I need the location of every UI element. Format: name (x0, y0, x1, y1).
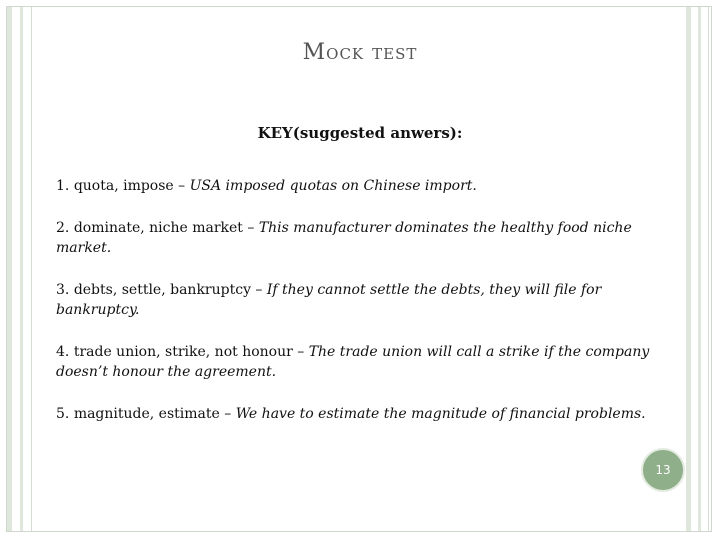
answer-sentence: If they cannot settle the debts, they will file for bankruptcy. (56, 282, 602, 318)
right-decorative-bar (686, 7, 691, 531)
answer-words: trade union, strike, not honour – (73, 344, 309, 360)
answer-sentence: USA imposed quotas on Chinese import. (189, 178, 477, 194)
answer-number: 4. (56, 344, 70, 360)
answer-item (56, 218, 676, 258)
answer-number: 3. (56, 282, 70, 298)
answer-item (56, 404, 676, 424)
answer-sentence: We have to estimate the magnitude of financial problems. (235, 406, 646, 422)
left-decorative-bar (7, 7, 12, 531)
answer-words: dominate, niche market – (73, 220, 259, 236)
answer-words: magnitude, estimate – (73, 406, 236, 422)
left-decorative-bar (20, 7, 23, 531)
slide-title: Mock test (302, 40, 418, 65)
answer-sentence: This manufacturer dominates the healthy food niche market. (56, 220, 632, 256)
answer-sentence: The trade union will call a strike if the company doesn’t honour the agreement. (56, 344, 650, 380)
answer-words: debts, settle, bankruptcy – (73, 282, 267, 298)
right-decorative-line (708, 7, 709, 531)
left-decorative-line (31, 7, 32, 531)
answer-item (56, 280, 676, 320)
answer-number: 5. (56, 406, 70, 422)
answer-number: 2. (56, 220, 70, 236)
answer-item (56, 176, 676, 196)
page-number-badge: 13 (641, 448, 685, 492)
answer-words: quota, impose – (73, 178, 190, 194)
key-heading: KEY(suggested anwers): (257, 124, 463, 142)
answer-item (56, 342, 676, 382)
answers-list (56, 176, 676, 446)
right-decorative-bar (698, 7, 701, 531)
answer-number: 1. (56, 178, 70, 194)
